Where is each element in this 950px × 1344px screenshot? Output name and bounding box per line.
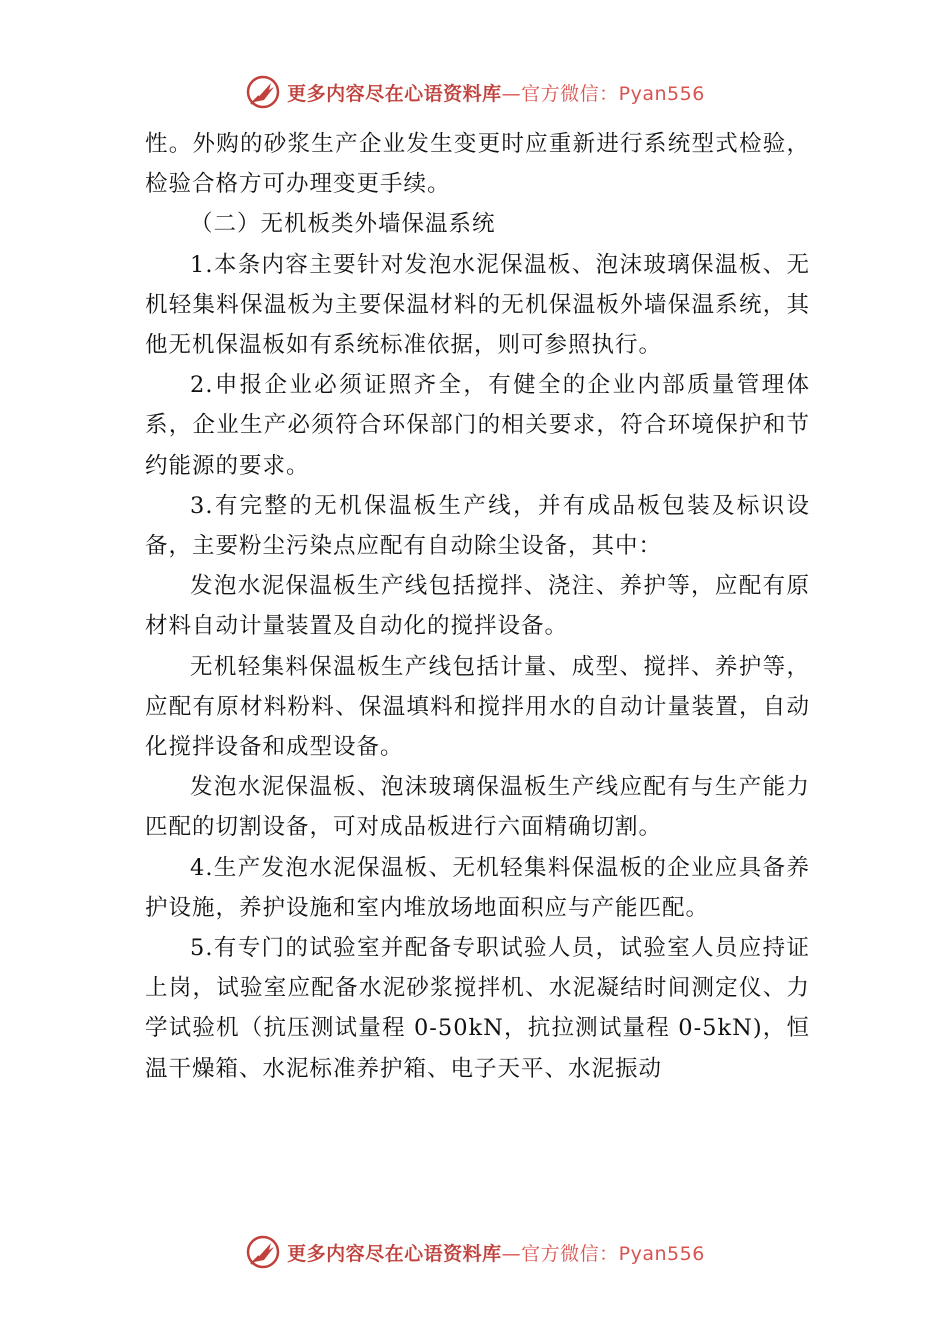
quill-logo-icon (245, 74, 281, 110)
paragraph-item-3: 3.有完整的无机保温板生产线，并有成品板包装及标识设备，主要粉尘污染点应配有自动除尘设备，其中： (145, 492, 810, 560)
paragraph-item-1: 1.本条内容主要针对发泡水泥保温板、泡沫玻璃保温板、无机轻集料保温板为主要保温材料的无机保温板外墙保温系统，其他无机保温板如有系统标准依据，则可参照执行。 (145, 251, 810, 359)
footer-wechat-text: 官方微信：Pyan556 (521, 1242, 705, 1265)
footer-brand-text: 更多内容尽在心语资料库 (287, 1242, 502, 1265)
footer-watermark (0, 1232, 950, 1272)
header-brand-text: 更多内容尽在心语资料库 (287, 82, 502, 105)
footer-dash: — (501, 1242, 522, 1265)
paragraph-item-5: 5.有专门的试验室并配备专职试验人员，试验室人员应持证上岗，试验室应配备水泥砂浆搅拌机、水泥凝结时间测定仪、力学试验机（抗压测试量程 0-50kN，抗拉测试量程 0-5kN)，恒温干燥箱、水泥标准养护箱、电子天平、水泥振动 (145, 935, 810, 1082)
paragraph-continuation: 性。外购的砂浆生产企业发生变更时应重新进行系统型式检验，检验合格方可办理变更手续。 (145, 131, 810, 198)
paragraph-cutting-equipment: 发泡水泥保温板、泡沫玻璃保温板生产线应配有与生产能力匹配的切割设备，可对成品板进行六面精确切割。 (145, 774, 810, 841)
paragraph-item-2: 2.申报企业必须证照齐全，有健全的企业内部质量管理体系，企业生产必须符合环保部门的相关要求，符合环境保护和节约能源的要求。 (145, 372, 810, 479)
quill-logo-icon (245, 1234, 281, 1270)
header-watermark (0, 72, 950, 112)
paragraph-item-4: 4.生产发泡水泥保温板、无机轻集料保温板的企业应具备养护设施，养护设施和室内堆放场地面积应与产能匹配。 (145, 854, 810, 921)
header-wechat-text: 官方微信：Pyan556 (521, 82, 705, 105)
document-body (145, 124, 810, 1089)
section-heading: （二）无机板类外墙保温系统 (190, 211, 496, 238)
paragraph-foam-cement: 发泡水泥保温板生产线包括搅拌、浇注、养护等，应配有原材料自动计量装置及自动化的搅拌设备。 (145, 573, 810, 640)
paragraph-lightweight-aggregate: 无机轻集料保温板生产线包括计量、成型、搅拌、养护等，应配有原材料粉料、保温填料和搅拌用水的自动计量装置，自动化搅拌设备和成型设备。 (145, 653, 810, 761)
header-dash: — (501, 82, 522, 105)
